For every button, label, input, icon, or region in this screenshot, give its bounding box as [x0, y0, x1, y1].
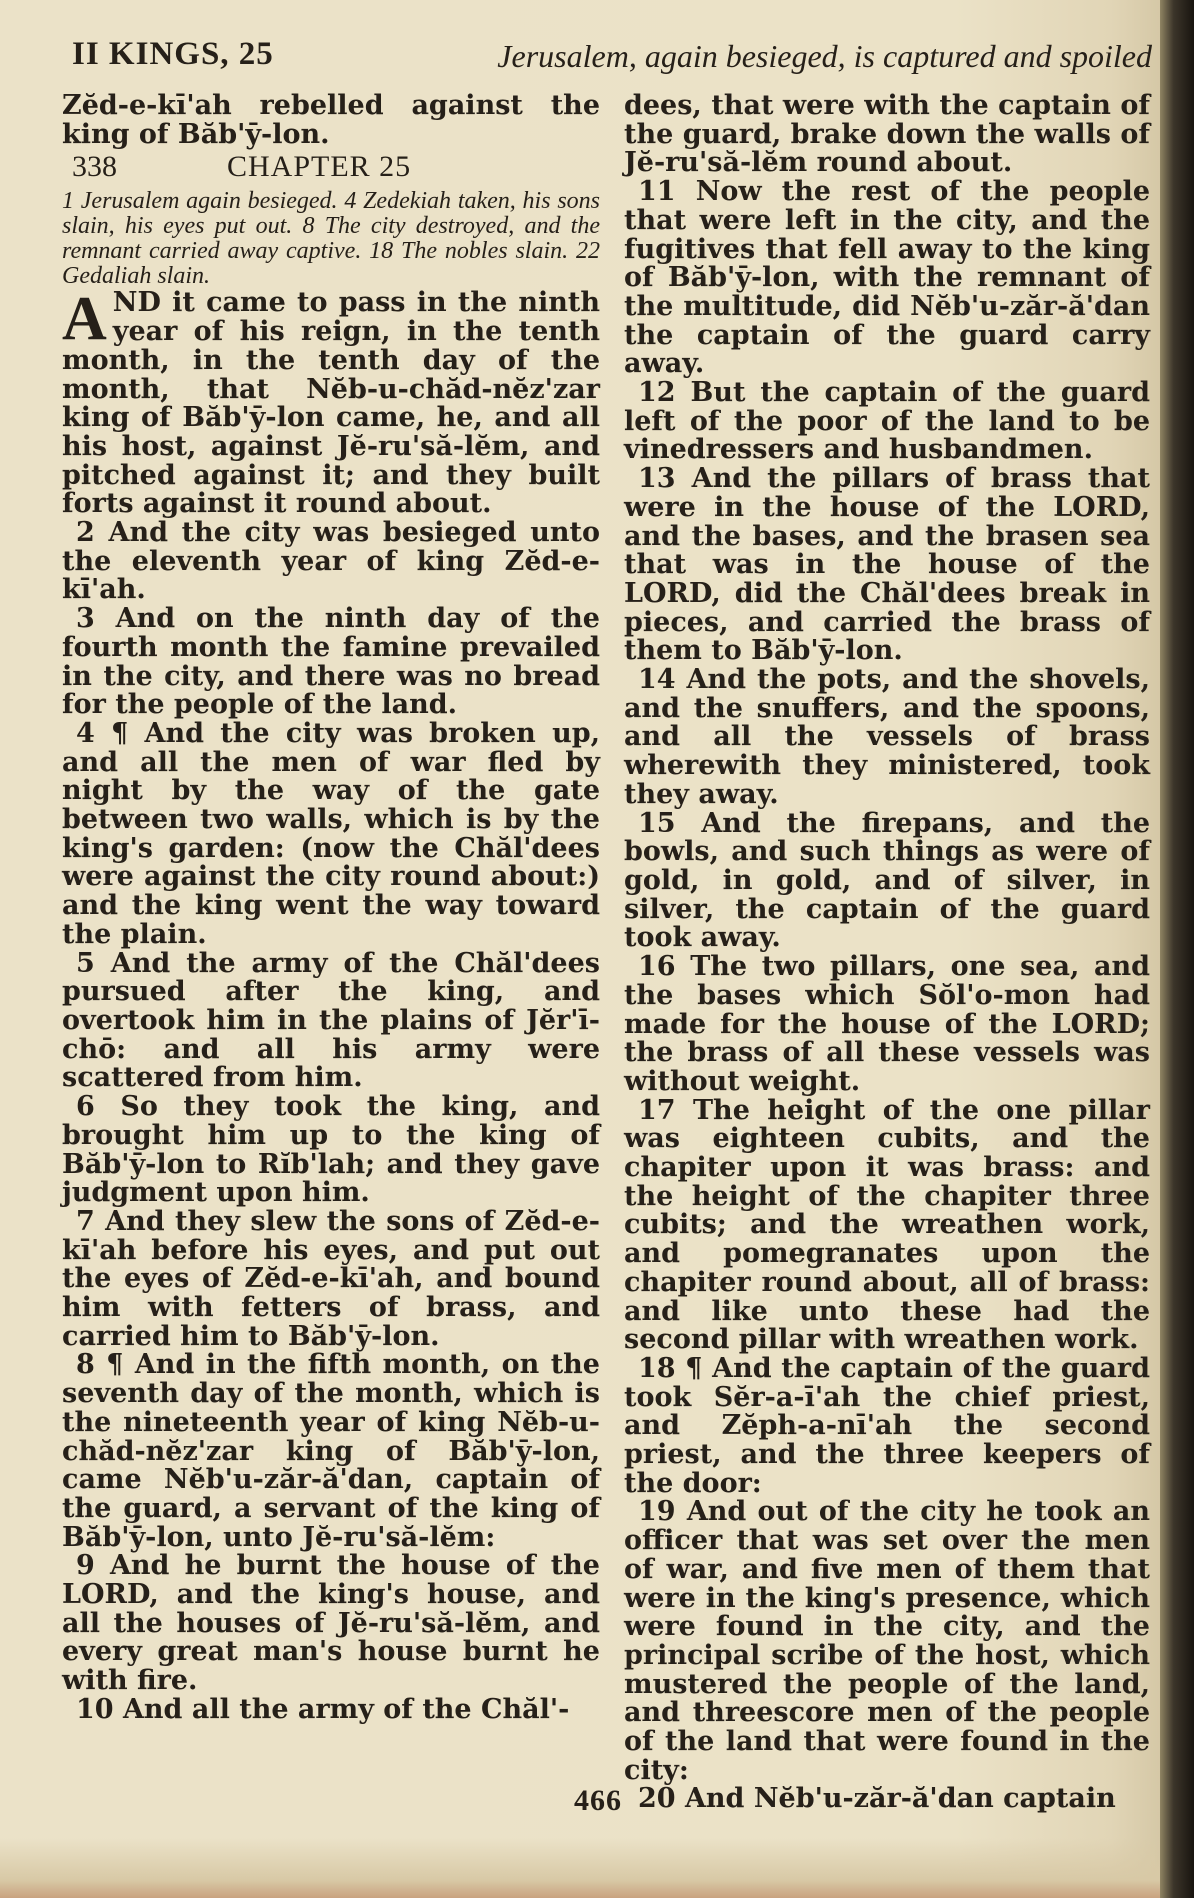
page-number: 466	[574, 1784, 622, 1817]
verse-19: 19 And out of the city he took an officer that was set over the men of war, and five men of them that were in the king's presence, which were found in the city, and the principal scribe of the host, which mustered the people of the land, and threescore men of the people of the land that were found in the city:	[624, 1496, 1150, 1786]
right-column	[624, 92, 1150, 1814]
verse-4: 4 ¶ And the city was broken up, and all the men of war fled by night by the way of the gate between two walls, which is by the king's garden: (now the Chăl'dees were against the city round about:) and the king went the way toward the plain.	[62, 717, 600, 950]
drop-cap: A	[62, 285, 107, 354]
verse-1	[62, 285, 600, 520]
page-topic-heading: Jerusalem, again besieged, is captured and spoiled	[497, 38, 1152, 74]
verse-8: 8 ¶ And in the fifth month, on the seventh day of the month, which is the nineteenth year of king Nĕb-u-chăd-nĕz'zar king of Băb'ȳ-lon, came Nĕb'u-zăr-ă'dan, captain of the guard, a servant of the king of Băb'ȳ-lon, unto Jĕ-ru'să-lĕm:	[62, 1349, 600, 1553]
verse-14: 14 And the pots, and the shovels, and the snuffers, and the spoons, and all the vessels of brass wherewith they ministered, took they away.	[624, 664, 1150, 810]
verse-continuation: Zĕd-e-kī'ah rebelled against the king of Băb'ȳ-lon.	[62, 90, 600, 150]
verse-9: 9 And he burnt the house of the LORD, and the king's house, and all the houses of Jĕ-ru'să-lĕm, and every great man's house burnt he with fire.	[62, 1550, 600, 1697]
verse-13: 13 And the pillars of brass that were in the house of the LORD, and the bases, and the brasen sea that was in the house of the LORD, did the Chăl'dees break in pieces, and carried the brass of them to Băb'ȳ-lon.	[624, 463, 1150, 667]
verse-10-start: 10 And all the army of the Chăl'-	[76, 1693, 570, 1725]
verse-11: 11 Now the rest of the people that were left in the city, and the fugitives that fell away to the king of Băb'ȳ-lon, with the remnant of the multitude, did Nĕb'u-zăr-ă'dan the captain of the guard carry away.	[624, 176, 1150, 380]
book-spine-shadow	[1160, 0, 1194, 1898]
chapter-heading	[62, 150, 600, 187]
verse-2: 2 And the city was besieged unto the eleventh year of king Zĕd-e-kī'ah.	[62, 517, 600, 606]
book-chapter-heading: II KINGS, 25	[72, 36, 274, 72]
verse-20-start: 20 And Nĕb'u-zăr-ă'dan captain	[638, 1783, 1116, 1815]
verse-16: 16 The two pillars, one sea, and the bases which Sŏl'o-mon had made for the house of the LORD; the brass of all these vessels was without weight.	[624, 951, 1150, 1097]
verse-7: 7 And they slew the sons of Zĕd-e-kī'ah before his eyes, and put out the eyes of Zĕd-e-kī'ah, and bound him with fetters of brass, and carried him to Băb'ȳ-lon.	[62, 1205, 600, 1352]
chapter-title: CHAPTER 25	[227, 150, 412, 184]
verse-10-continuation: dees, that were with the captain of the guard, brake down the walls of Jĕ-ru'să-lĕm round about.	[624, 90, 1150, 179]
left-column	[62, 92, 600, 1725]
verse-17: 17 The height of the one pillar was eighteen cubits, and the chapiter upon it was brass: and the height of the chapiter three cubits; and the wreathen work, and pomegranates upon the chapiter round about, all of brass: and like unto these had the second pillar with wreathen work.	[624, 1094, 1150, 1356]
verse-6: 6 So they took the king, and brought him up to the king of Băb'ȳ-lon to Rĭb'lah; and they gave judgment upon him.	[62, 1091, 600, 1209]
chapter-reference-number: 338	[72, 150, 117, 184]
verse-15: 15 And the firepans, and the bowls, and such things as were of gold, in gold, and of silver, in silver, the captain of the guard took away.	[624, 807, 1150, 954]
verse-1-text: ND it came to pass in the ninth year of his reign, in the tenth month, in the tenth day of the month, that Nĕb-u-chăd-nĕz'zar king of Băb'ȳ-lon came, he, and all his host, against Jĕ-ru'să-lĕm, and pitched against it; and they built forts against it round about.	[62, 287, 600, 520]
verse-18: 18 ¶ And the captain of the guard took Sĕr-a-ī'ah the chief priest, and Zĕph-a-nī'ah the second priest, and the three keepers of the door:	[624, 1352, 1150, 1499]
chapter-summary: 1 Jerusalem again besieged. 4 Zedekiah taken, his sons slain, his eyes put out. 8 The city destroyed, and the remnant carried away captive. 18 The nobles slain. 22 Gedaliah slain.	[62, 188, 600, 290]
running-header	[72, 36, 1152, 76]
page-bottom-edge	[0, 1838, 1194, 1898]
verse-12: 12 But the captain of the guard left of the poor of the land to be vinedressers and husbandmen.	[624, 377, 1150, 466]
verse-5: 5 And the army of the Chăl'dees pursued after the king, and overtook him in the plains of Jĕr'ī-chō: and all his army were scattered from him.	[62, 947, 600, 1094]
verse-3: 3 And on the ninth day of the fourth month the famine prevailed in the city, and there was no bread for the people of the land.	[62, 603, 600, 721]
